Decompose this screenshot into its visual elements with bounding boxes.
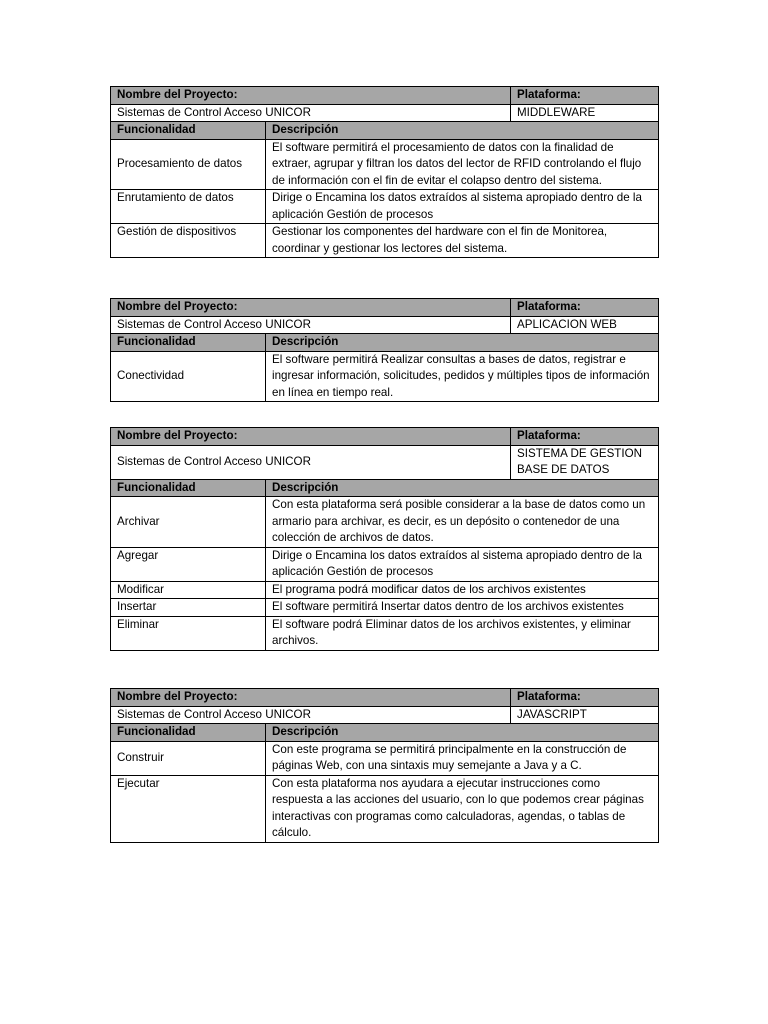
platform-name: APLICACION WEB <box>511 316 659 334</box>
table-row <box>111 581 659 599</box>
table-row <box>111 139 659 190</box>
platform-name: SISTEMA DE GESTION BASE DE DATOS <box>511 445 659 479</box>
description-cell: Con esta plataforma será posible considerar a la base de datos como un armario para archivar, es decir, es un depósito o contenedor de una colección de archivos de datos. <box>266 497 659 548</box>
table-row <box>111 351 659 402</box>
platform-label: Plataforma: <box>511 689 659 707</box>
project-name: Sistemas de Control Acceso UNICOR <box>111 445 511 479</box>
table-row <box>111 547 659 581</box>
project-name: Sistemas de Control Acceso UNICOR <box>111 316 511 334</box>
description-cell: El software permitirá el procesamiento de datos con la finalidad de extraer, agrupar y filtran los datos del lector de RFID controlando el flujo de información con el fin de evitar el colapso dentro del sistema. <box>266 139 659 190</box>
function-cell: Agregar <box>111 547 266 581</box>
function-cell: Eliminar <box>111 616 266 650</box>
function-cell: Gestión de dispositivos <box>111 224 266 258</box>
table-row <box>111 497 659 548</box>
table-row <box>111 224 659 258</box>
header-row <box>111 689 659 707</box>
description-cell: El software permitirá Realizar consultas a bases de datos, registrar e ingresar información, solicitudes, pedidos y múltiples tipos de información en línea en tiempo real. <box>266 351 659 402</box>
project-table-aplicacion-web <box>110 298 659 402</box>
project-row <box>111 104 659 122</box>
function-cell: Insertar <box>111 599 266 617</box>
description-cell: Gestionar los componentes del hardware con el fin de Monitorea, coordinar y gestionar los lectores del sistema. <box>266 224 659 258</box>
project-row <box>111 316 659 334</box>
function-cell: Conectividad <box>111 351 266 402</box>
function-cell: Construir <box>111 741 266 775</box>
header-row <box>111 299 659 317</box>
header-row <box>111 428 659 446</box>
description-cell: El software permitirá Insertar datos dentro de los archivos existentes <box>266 599 659 617</box>
project-name: Sistemas de Control Acceso UNICOR <box>111 104 511 122</box>
function-cell: Procesamiento de datos <box>111 139 266 190</box>
project-name-label: Nombre del Proyecto: <box>111 299 511 317</box>
description-cell: El software podrá Eliminar datos de los archivos existentes, y eliminar archivos. <box>266 616 659 650</box>
table-row <box>111 190 659 224</box>
column-header-row <box>111 479 659 497</box>
descripcion-header: Descripción <box>266 724 659 742</box>
function-cell: Modificar <box>111 581 266 599</box>
platform-name: JAVASCRIPT <box>511 706 659 724</box>
function-cell: Archivar <box>111 497 266 548</box>
table-row <box>111 599 659 617</box>
table-row <box>111 741 659 775</box>
column-header-row <box>111 724 659 742</box>
description-cell: Dirige o Encamina los datos extraídos al sistema apropiado dentro de la aplicación Gestión de procesos <box>266 547 659 581</box>
table-row <box>111 775 659 842</box>
descripcion-header: Descripción <box>266 479 659 497</box>
funcionalidad-header: Funcionalidad <box>111 724 266 742</box>
table-row <box>111 616 659 650</box>
project-table-middleware <box>110 86 659 258</box>
funcionalidad-header: Funcionalidad <box>111 479 266 497</box>
funcionalidad-header: Funcionalidad <box>111 122 266 140</box>
function-cell: Ejecutar <box>111 775 266 842</box>
project-name-label: Nombre del Proyecto: <box>111 87 511 105</box>
project-row <box>111 706 659 724</box>
platform-label: Plataforma: <box>511 428 659 446</box>
project-row <box>111 445 659 479</box>
project-name: Sistemas de Control Acceso UNICOR <box>111 706 511 724</box>
project-table-javascript <box>110 688 659 843</box>
platform-name: MIDDLEWARE <box>511 104 659 122</box>
description-cell: Con este programa se permitirá principalmente en la construcción de páginas Web, con una sintaxis muy semejante a Java y a C. <box>266 741 659 775</box>
project-name-label: Nombre del Proyecto: <box>111 428 511 446</box>
platform-label: Plataforma: <box>511 87 659 105</box>
column-header-row <box>111 122 659 140</box>
column-header-row <box>111 334 659 352</box>
descripcion-header: Descripción <box>266 122 659 140</box>
funcionalidad-header: Funcionalidad <box>111 334 266 352</box>
description-cell: Dirige o Encamina los datos extraídos al sistema apropiado dentro de la aplicación Gestión de procesos <box>266 190 659 224</box>
header-row <box>111 87 659 105</box>
description-cell: El programa podrá modificar datos de los archivos existentes <box>266 581 659 599</box>
function-cell: Enrutamiento de datos <box>111 190 266 224</box>
descripcion-header: Descripción <box>266 334 659 352</box>
description-cell: Con esta plataforma nos ayudara a ejecutar instrucciones como respuesta a las acciones del usuario, con lo que podemos crear páginas interactivas con programas como calculadoras, agendas, o tablas de cálculo. <box>266 775 659 842</box>
project-table-base-de-datos <box>110 427 659 651</box>
project-name-label: Nombre del Proyecto: <box>111 689 511 707</box>
platform-label: Plataforma: <box>511 299 659 317</box>
